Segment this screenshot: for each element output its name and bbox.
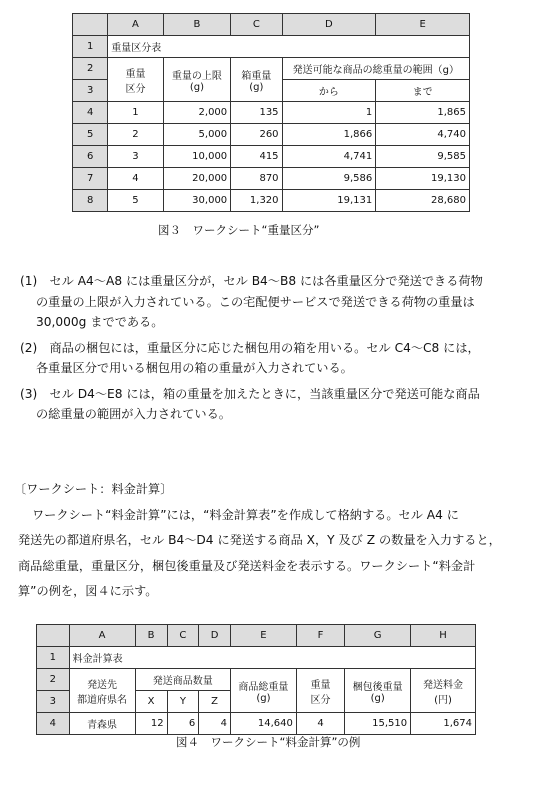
table-title: 料金計算表 <box>69 647 475 669</box>
col-header: C <box>231 14 282 36</box>
col-header: D <box>282 14 376 36</box>
col-header: E <box>230 625 296 647</box>
table-row: 4 青森県 12 6 4 14,640 4 15,510 1,674 <box>37 713 476 735</box>
figure3-caption: 図３ ワークシート“重量区分” <box>158 223 320 237</box>
section-block <box>14 479 526 602</box>
col-header: D <box>199 625 231 647</box>
row-number: 3 <box>37 691 70 713</box>
section-line: 商品総重量，重量区分，梱包後重量及び発送料金を表示する。ワークシート“料金計 <box>18 558 476 573</box>
header-box: 箱重量 (g) <box>231 58 282 102</box>
section-line: ワークシート“料金計算”には，“料金計算表”を作成して格納する。セル A4 に <box>32 507 459 522</box>
col-header: B <box>163 14 231 36</box>
header-range: 発送可能な商品の総重量の範囲（g） <box>282 58 469 80</box>
header-x: X <box>135 691 167 713</box>
table-row: 6 3 10,000 415 4,741 9,585 <box>73 146 470 168</box>
header-to: まで <box>376 80 470 102</box>
row-number: 2 <box>37 669 70 691</box>
col-header: H <box>411 625 476 647</box>
fee-calculation-table <box>36 624 476 735</box>
row-number: 3 <box>73 80 108 102</box>
col-header: A <box>108 14 163 36</box>
col-header: B <box>135 625 167 647</box>
note-line: 各重量区分で用いる梱包用の箱の重量が入力されている。 <box>36 361 353 375</box>
header-kubun: 重量 区分 <box>296 669 344 713</box>
header-y: Y <box>167 691 199 713</box>
note-line: (1) セル A4～A8 には重量区分が，セル B4～B8 には各重量区分で発送できる荷物 <box>20 274 483 288</box>
section-line: 算”の例を，図４に示す。 <box>18 584 158 598</box>
note-line: 30,000g までである。 <box>36 315 164 329</box>
col-header: A <box>69 625 135 647</box>
note-line: (3) セル D4～E8 には，箱の重量を加えたときに，当該重量区分で発送可能な商品 <box>20 386 480 401</box>
row-number: 1 <box>73 36 108 58</box>
table-row: 5 2 5,000 260 1,866 4,740 <box>73 124 470 146</box>
col-header: E <box>376 14 470 36</box>
header-fee: 発送料金 (円) <box>411 669 476 713</box>
notes <box>20 271 520 425</box>
col-header: F <box>296 625 344 647</box>
col-header: C <box>167 625 199 647</box>
weight-class-table <box>72 13 470 212</box>
figure4-caption: 図４ ワークシート“料金計算”の例 <box>176 735 361 749</box>
header-dest: 発送先 都道府県名 <box>69 669 135 713</box>
table-title: 重量区分表 <box>108 36 470 58</box>
header-qty: 発送商品数量 <box>135 669 230 691</box>
header-z: Z <box>199 691 231 713</box>
table-row: 4 1 2,000 135 1 1,865 <box>73 102 470 124</box>
note-line: (2) 商品の梱包には，重量区分に応じた梱包用の箱を用いる。セル C4～C8 には， <box>20 340 480 355</box>
table-row: 7 4 20,000 870 9,586 19,130 <box>73 168 470 190</box>
row-number: 2 <box>73 58 108 80</box>
col-header: G <box>345 625 411 647</box>
header-packed: 梱包後重量 (g) <box>345 669 411 713</box>
table-row: 8 5 30,000 1,320 19,131 28,680 <box>73 190 470 212</box>
row-number: 1 <box>37 647 70 669</box>
header-kubun: 重量 区分 <box>108 58 163 102</box>
section-line: 発送先の都道府県名，セル B4～D4 に発送する商品 X，Y 及び Z の数量を入力すると， <box>18 533 501 547</box>
note-line: の総重量の範囲が入力されている。 <box>36 407 231 421</box>
header-from: から <box>282 80 376 102</box>
note-line: の重量の上限が入力されている。この宅配便サービスで発送できる荷物の重量は <box>36 294 475 309</box>
header-upper: 重量の上限 (g) <box>163 58 231 102</box>
header-total: 商品総重量 (g) <box>230 669 296 713</box>
section-heading: 〔ワークシート：料金計算〕 <box>14 482 173 496</box>
